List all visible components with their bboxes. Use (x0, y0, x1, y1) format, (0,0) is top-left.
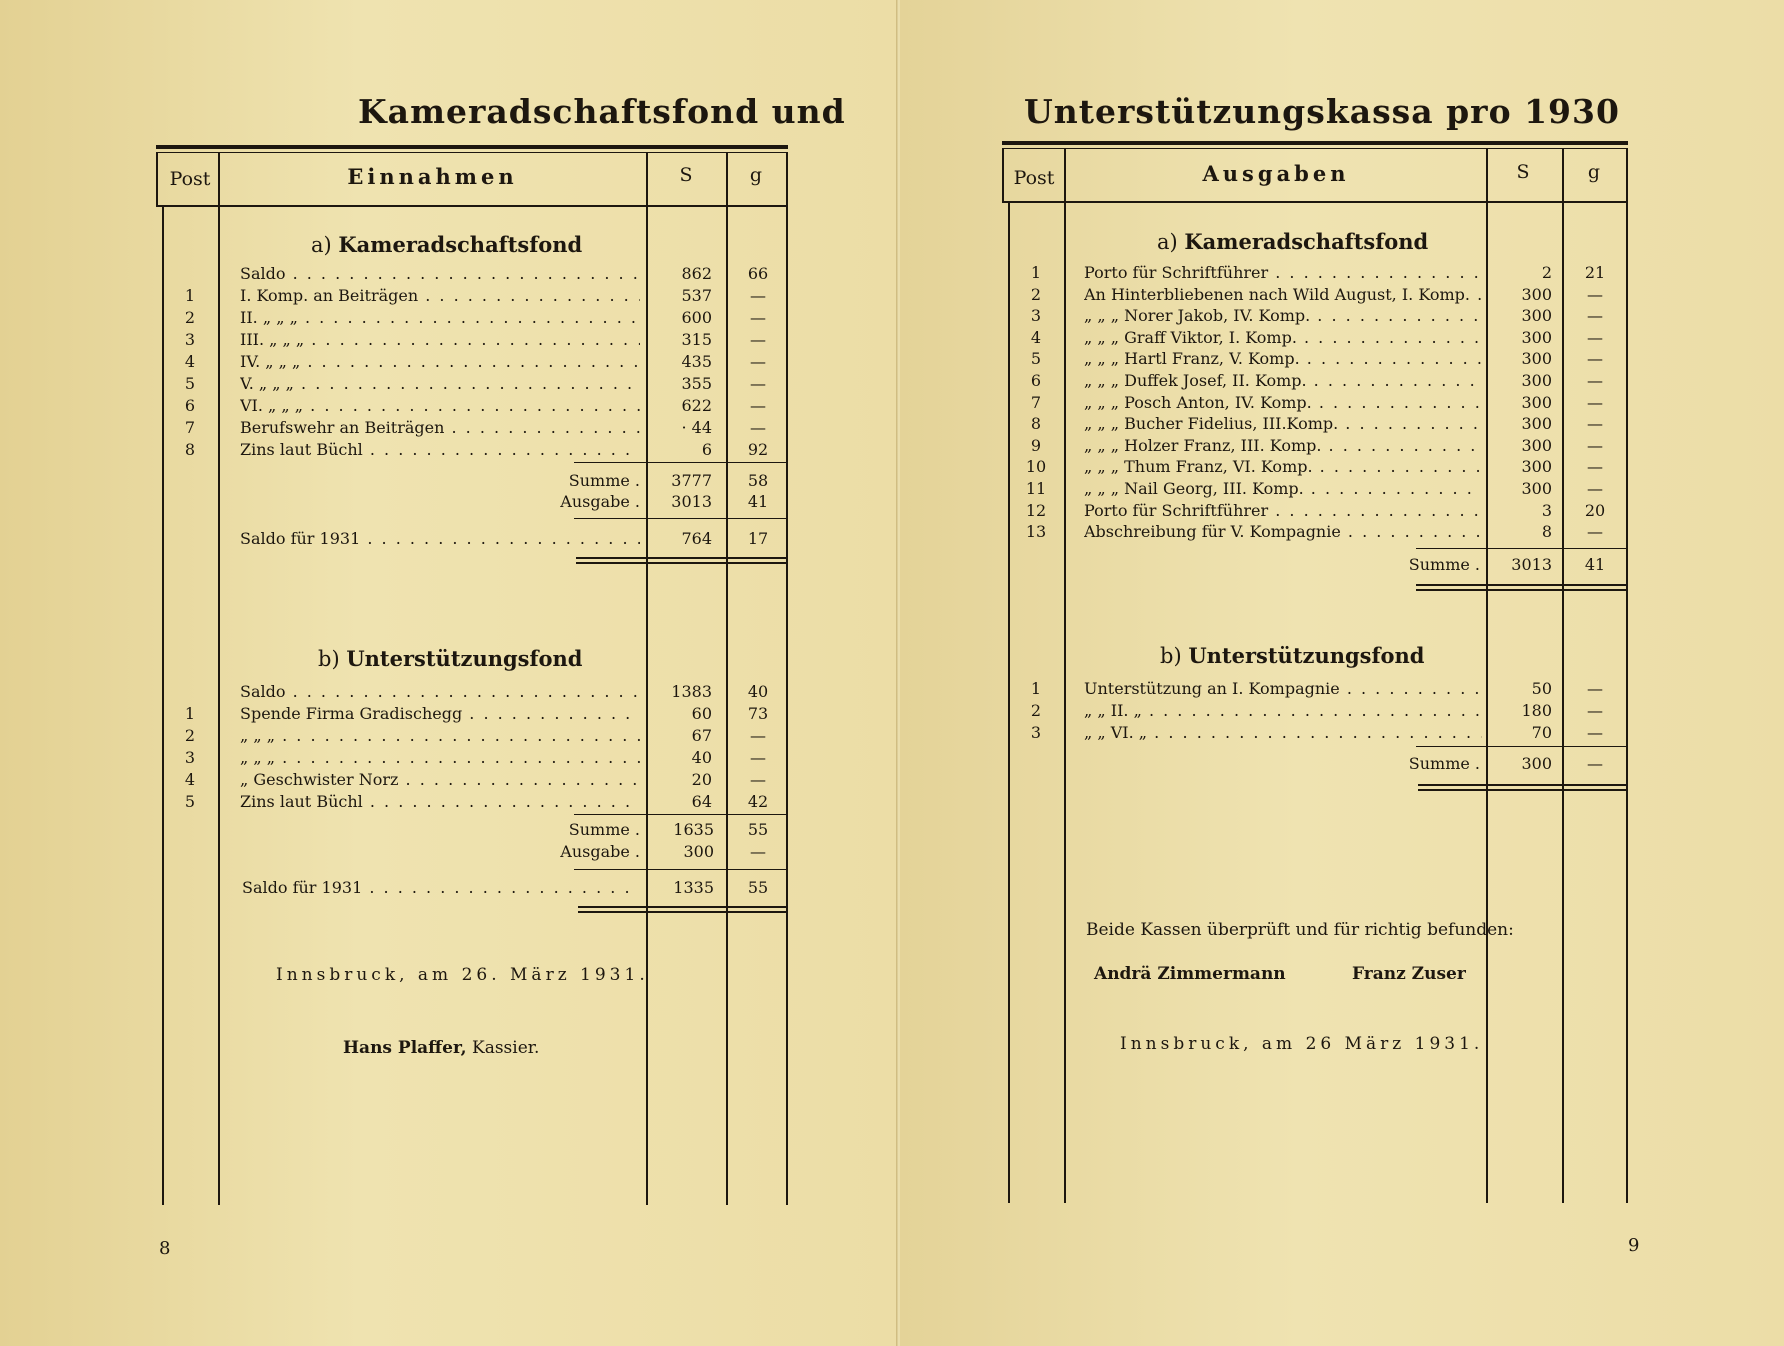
double-rule-a1 (1416, 584, 1626, 586)
vline-post-right (1064, 148, 1066, 1203)
saldo-g: 17 (747, 529, 769, 548)
amount-groschen: — (1587, 327, 1603, 347)
summe-g: — (1587, 754, 1603, 773)
amount-groschen: — (750, 330, 766, 349)
double-rule-a1 (576, 557, 786, 559)
item-description: VI. „ „ „ . . . (240, 395, 640, 416)
amount-groschen: — (1587, 479, 1603, 498)
amount-groschen: — (1587, 306, 1603, 326)
ausgabe-g: — (750, 842, 766, 861)
section-b-title: b) Unterstützungsfond (318, 646, 583, 671)
post-number: 5 (184, 792, 196, 811)
item-description: Berufswehr an Beiträgen . . . (240, 417, 640, 438)
amount-groschen: — (1587, 723, 1603, 742)
item-description: Zins laut Büchl . . . (240, 791, 640, 812)
header-g: g (749, 164, 763, 186)
post-number: 3 (1030, 723, 1042, 742)
summe-label: Summe . (568, 471, 640, 490)
post-number: 6 (1030, 371, 1042, 390)
amount-groschen: 40 (747, 682, 769, 701)
amount-groschen: — (1587, 414, 1603, 434)
summe-g: 55 (747, 820, 769, 839)
item-description: „ „ „ Posch Anton, IV. Komp. . . . (1084, 392, 1482, 413)
saldo-g: 55 (747, 878, 769, 897)
amount-groschen: — (1587, 522, 1603, 542)
right-heading: Unterstützungskassa pro 1930 (1024, 92, 1620, 131)
right-page-number: 9 (1628, 1235, 1640, 1256)
item-description: „ „ „ . . . (240, 747, 640, 768)
item-description: Unterstützung an I. Kompagnie . . . (1084, 678, 1482, 699)
item-description: II. „ „ „ . . . (240, 307, 640, 328)
item-description: Zins laut Büchl . . . (240, 439, 640, 460)
amount-schilling: 300 (1521, 306, 1552, 326)
post-number: 2 (184, 308, 196, 327)
ausgabe-s: 300 (683, 842, 714, 861)
header-einnahmen: Einnahmen (347, 164, 518, 189)
summe-g: 41 (1584, 555, 1606, 574)
amount-groschen: — (750, 748, 766, 767)
left-page-number: 8 (159, 1238, 171, 1259)
header-post: Post (1013, 167, 1055, 189)
amount-groschen: — (750, 396, 766, 415)
section-a-title: a) Kameradschaftsfond (311, 232, 583, 257)
amount-groschen: — (750, 770, 766, 789)
amount-schilling: 6 (701, 440, 712, 459)
vline-right (786, 152, 788, 1205)
summe-label: Summe . (568, 820, 640, 839)
vline-s-left (1486, 148, 1488, 1203)
amount-groschen: — (1587, 349, 1603, 369)
saldo-s: 764 (681, 529, 712, 548)
post-number: 5 (184, 374, 196, 393)
amount-schilling: 20 (691, 770, 712, 789)
item-description: V. „ „ „ . . . (240, 373, 640, 394)
amount-schilling: 600 (681, 308, 712, 327)
item-description: „ „ „ . . . (240, 725, 640, 746)
header-vline-left (1002, 148, 1004, 203)
double-rule-a2 (576, 562, 786, 564)
amount-schilling: 50 (1531, 679, 1552, 698)
amount-schilling: 300 (1521, 392, 1552, 412)
amount-schilling: 8 (1541, 522, 1552, 542)
post-number: 2 (184, 726, 196, 745)
amount-schilling: 355 (681, 374, 712, 393)
saldo-rule-a (574, 518, 786, 519)
post-number: 7 (184, 418, 196, 437)
amount-groschen: 92 (747, 440, 769, 459)
auditor-1: Andrä Zimmermann (1094, 964, 1286, 984)
post-number: 3 (1030, 306, 1042, 326)
amount-groschen: — (1587, 284, 1603, 304)
section-a-title: a) Kameradschaftsfond (1157, 229, 1429, 254)
double-rule-b2 (578, 911, 786, 913)
post-number: 6 (184, 396, 196, 415)
saldo-label: Saldo für 1931 . . . (242, 877, 640, 898)
sum-rule-b (1416, 746, 1626, 747)
item-description: „ „ VI. „ . . . (1084, 722, 1482, 743)
item-description: „ Geschwister Norz . . . (240, 769, 640, 790)
amount-schilling: 315 (681, 330, 712, 349)
amount-groschen: — (1587, 679, 1603, 698)
item-description: Spende Firma Gradischegg . . . (240, 703, 640, 724)
amount-schilling: · 44 (681, 418, 712, 437)
amount-groschen: — (750, 418, 766, 437)
amount-groschen: 20 (1584, 500, 1606, 520)
amount-schilling: 1383 (671, 682, 712, 701)
item-description: „ „ „ Nail Georg, III. Komp. . . . (1084, 478, 1482, 499)
post-number: 3 (184, 748, 196, 767)
amount-schilling: 537 (681, 286, 712, 305)
post-number: 2 (1030, 701, 1042, 720)
item-description: Saldo . . . (240, 263, 640, 284)
sum-rule-b (574, 814, 786, 815)
post-number: 13 (1025, 522, 1047, 542)
item-description: Porto für Schriftführer . . . (1084, 500, 1482, 521)
left-signature: Hans Plaffer, Kassier. (343, 1038, 540, 1058)
amount-schilling: 2 (1541, 263, 1552, 282)
top-rule (1002, 141, 1628, 145)
amount-schilling: 70 (1531, 723, 1552, 742)
item-description: „ „ „ Holzer Franz, III. Komp. . . . (1084, 435, 1482, 456)
header-underline (1002, 201, 1626, 203)
post-number: 1 (184, 286, 196, 305)
header-s: S (1516, 161, 1530, 183)
amount-groschen: — (1587, 457, 1603, 477)
amount-groschen: — (1587, 371, 1603, 390)
post-number: 2 (1030, 284, 1042, 304)
item-description: „ „ „ Bucher Fidelius, III.Komp. . . . (1084, 413, 1482, 434)
header-g: g (1587, 161, 1601, 183)
amount-schilling: 3 (1541, 500, 1552, 520)
double-rule-b2 (1418, 789, 1626, 791)
post-number: 1 (1030, 263, 1042, 282)
left-place-date: Innsbruck, am 26. März 1931. (276, 965, 649, 985)
right-page (900, 0, 1784, 1346)
amount-schilling: 40 (691, 748, 712, 767)
saldo-rule-b (574, 869, 786, 870)
top-rule (156, 145, 788, 149)
amount-schilling: 300 (1521, 284, 1552, 304)
item-description: „ „ II. „ . . . (1084, 700, 1482, 721)
header-post: Post (169, 168, 211, 190)
sum-rule-a (574, 462, 786, 463)
header-s: S (679, 164, 693, 186)
amount-groschen: — (1587, 392, 1603, 412)
ausgabe-g: 41 (747, 492, 769, 511)
amount-schilling: 622 (681, 396, 712, 415)
item-description: Abschreibung für V. Kompagnie . . . (1084, 521, 1482, 542)
summe-s: 3013 (1511, 555, 1552, 574)
amount-schilling: 64 (691, 792, 712, 811)
double-rule-b1 (578, 906, 786, 908)
post-number: 8 (184, 440, 196, 459)
top-rule-thin (156, 152, 788, 153)
amount-schilling: 180 (1521, 701, 1552, 720)
post-number: 4 (1030, 327, 1042, 347)
summe-label: Summe . (1408, 555, 1480, 574)
amount-groschen: 21 (1584, 263, 1606, 282)
vline-s-left (646, 152, 648, 1205)
post-number: 9 (1030, 435, 1042, 455)
amount-schilling: 435 (681, 352, 712, 371)
vline-right (1626, 148, 1628, 1203)
auditor-2: Franz Zuser (1352, 964, 1466, 984)
top-rule-thin (1002, 148, 1628, 149)
saldo-label: Saldo für 1931 . . . (240, 528, 640, 549)
amount-groschen: — (750, 726, 766, 745)
ausgabe-label: Ausgabe . (560, 492, 640, 511)
post-number: 1 (1030, 679, 1042, 698)
post-number: 7 (1030, 392, 1042, 412)
item-description: An Hinterbliebenen nach Wild August, I. Komp. . . . (1084, 284, 1482, 305)
audit-note: Beide Kassen überprüft und für richtig befunden: (1086, 920, 1514, 940)
sum-rule-a (1416, 548, 1626, 549)
amount-groschen: — (750, 374, 766, 393)
item-description: „ „ „ Thum Franz, VI. Komp. . . . (1084, 456, 1482, 477)
amount-schilling: 300 (1521, 371, 1552, 390)
post-number: 5 (1030, 349, 1042, 369)
header-ausgaben: Ausgaben (1202, 161, 1350, 186)
section-b-title: b) Unterstützungsfond (1160, 643, 1425, 668)
double-rule-b1 (1418, 784, 1626, 786)
item-description: Porto für Schriftführer . . . (1084, 262, 1482, 283)
summe-s: 1635 (673, 820, 714, 839)
amount-schilling: 300 (1521, 435, 1552, 455)
post-number: 4 (184, 770, 196, 789)
amount-groschen: — (750, 308, 766, 327)
amount-schilling: 300 (1521, 327, 1552, 347)
post-number: 8 (1030, 414, 1042, 434)
item-description: Saldo . . . (240, 681, 640, 702)
item-description: „ „ „ Duffek Josef, II. Komp. . . . (1084, 370, 1482, 391)
post-number: 4 (184, 352, 196, 371)
header-underline (156, 205, 786, 207)
vline-post-right (218, 152, 220, 1205)
summe-s: 3777 (671, 471, 712, 490)
ausgabe-label: Ausgabe . (560, 842, 640, 861)
item-description: „ „ „ Norer Jakob, IV. Komp. . . . (1084, 305, 1482, 326)
summe-g: 58 (747, 471, 769, 490)
item-description: „ „ „ Graff Viktor, I. Komp. . . . (1084, 327, 1482, 348)
post-number: 12 (1025, 500, 1047, 520)
amount-schilling: 300 (1521, 349, 1552, 369)
amount-groschen: — (750, 352, 766, 371)
amount-schilling: 300 (1521, 457, 1552, 477)
header-vline-left (156, 152, 158, 207)
amount-groschen: — (1587, 435, 1603, 455)
post-number: 1 (184, 704, 196, 723)
amount-schilling: 300 (1521, 414, 1552, 434)
amount-groschen: 42 (747, 792, 769, 811)
amount-schilling: 60 (691, 704, 712, 723)
post-number: 11 (1025, 479, 1047, 498)
double-rule-a2 (1416, 589, 1626, 591)
item-description: „ „ „ Hartl Franz, V. Komp. . . . (1084, 348, 1482, 369)
left-heading: Kameradschaftsfond und (358, 92, 846, 131)
amount-groschen: 66 (747, 264, 769, 283)
summe-s: 300 (1521, 754, 1552, 773)
item-description: I. Komp. an Beiträgen . . . (240, 285, 640, 306)
amount-schilling: 300 (1521, 479, 1552, 498)
item-description: IV. „ „ „ . . . (240, 351, 640, 372)
item-description: III. „ „ „ . . . (240, 329, 640, 350)
amount-schilling: 67 (691, 726, 712, 745)
amount-groschen: — (1587, 701, 1603, 720)
amount-schilling: 862 (681, 264, 712, 283)
amount-groschen: — (750, 286, 766, 305)
right-place-date: Innsbruck, am 26 März 1931. (1120, 1034, 1484, 1054)
summe-label: Summe . (1408, 754, 1480, 773)
saldo-s: 1335 (673, 878, 714, 897)
ausgabe-s: 3013 (671, 492, 712, 511)
post-number: 3 (184, 330, 196, 349)
amount-groschen: 73 (747, 704, 769, 723)
vline-g-left (726, 152, 728, 1205)
post-number: 10 (1025, 457, 1047, 477)
